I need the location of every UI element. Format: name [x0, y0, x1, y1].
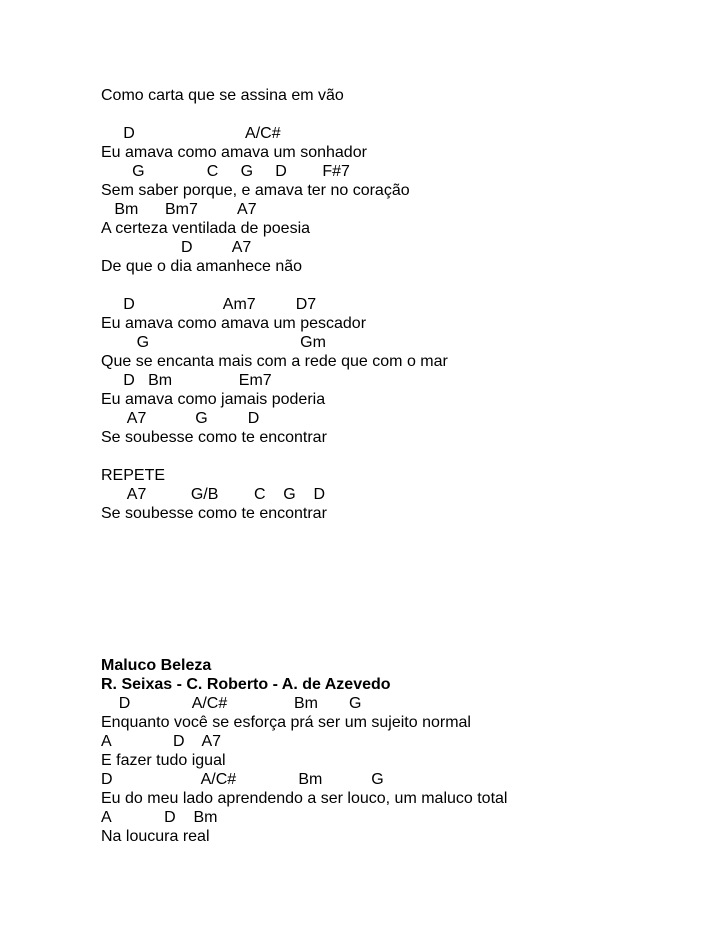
chord-line: A D A7	[101, 733, 222, 750]
chord-line: D A/C#	[101, 125, 281, 142]
lyric-line: Se soubesse como te encontrar	[101, 429, 327, 446]
chord-line: G Gm	[101, 334, 326, 351]
chord-line: D A/C# Bm G	[101, 771, 384, 788]
lyric-line: E fazer tudo igual	[101, 752, 226, 769]
chord-line: A7 G D	[101, 410, 260, 427]
chord-line: D Am7 D7	[101, 296, 317, 313]
chord-line: D A7	[101, 239, 252, 256]
chord-line: A7 G/B C G D	[101, 486, 326, 503]
chord-line: D A/C# Bm G	[101, 695, 362, 712]
lyric-line: Eu amava como amava um pescador	[101, 315, 367, 332]
lyric-line: Eu do meu lado aprendendo a ser louco, um maluco total	[101, 790, 508, 807]
chord-line: A D Bm	[101, 809, 218, 826]
lyric-line: Como carta que se assina em vão	[101, 87, 344, 104]
song-authors: R. Seixas - C. Roberto - A. de Azevedo	[101, 676, 391, 693]
lyric-line: Sem saber porque, e amava ter no coração	[101, 182, 410, 199]
lyric-line: Eu amava como amava um sonhador	[101, 144, 367, 161]
chord-line: Bm Bm7 A7	[101, 201, 257, 218]
chord-line: D Bm Em7	[101, 372, 272, 389]
lyric-line: Enquanto você se esforça prá ser um sujeito normal	[101, 714, 471, 731]
lyric-line: Na loucura real	[101, 828, 210, 845]
lyric-line: Eu amava como jamais poderia	[101, 391, 326, 408]
song-title: Maluco Beleza	[101, 657, 212, 674]
lyric-line: A certeza ventilada de poesia	[101, 220, 311, 237]
lyric-line: De que o dia amanhece não	[101, 258, 303, 275]
chord-line: G C G D F#7	[101, 163, 350, 180]
lyric-line: Se soubesse como te encontrar	[101, 505, 327, 522]
lyric-line: Que se encanta mais com a rede que com o mar	[101, 353, 448, 370]
repeat-marker: REPETE	[101, 467, 166, 484]
